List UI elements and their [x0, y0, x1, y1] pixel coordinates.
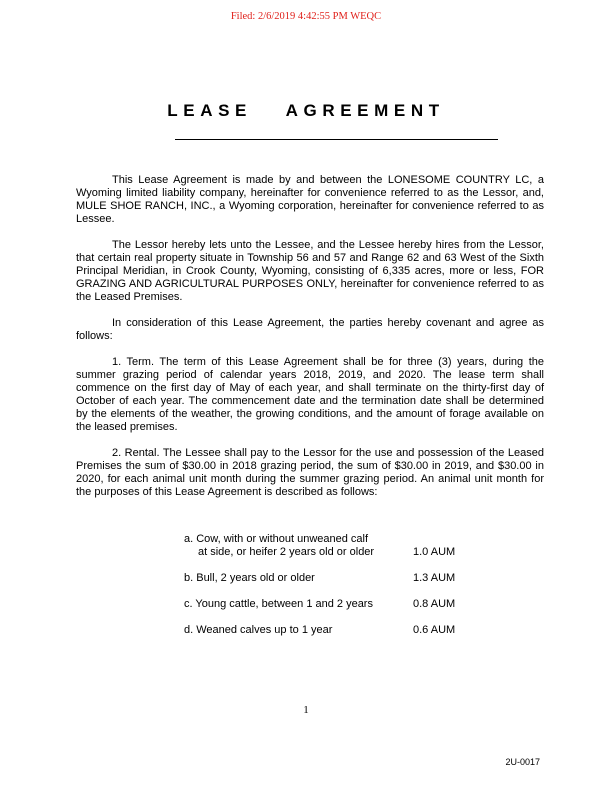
aum-item-weaned-calves: [184, 624, 484, 637]
document-code: 2U-0017: [505, 757, 540, 767]
aum-value: 1.3 AUM: [413, 572, 456, 584]
document-title: LEASE AGREEMENT: [167, 101, 445, 120]
aum-item-bull: [184, 572, 484, 585]
aum-item-cow: [184, 533, 484, 559]
paragraph-parties: This Lease Agreement is made by and between the LONESOME COUNTRY LC, a Wyoming limited liability company, hereinafter for convenience referred to as the Lessor, and, MULE SHOE RANCH, INC., a Wyoming corporation, hereinafter for convenience referred to as Lessee.: [76, 174, 544, 225]
aum-description-line2: at side, or heifer 2 years old or older: [198, 546, 375, 558]
paragraph-rental: 2. Rental. The Lessee shall pay to the Lessor for the use and possession of the Leased Premises the sum of $30.00 in 2018 grazing period, the sum of $30.00 in 2019, and $30.00 in 2020, for each animal unit month during the summer grazing period. An animal unit month for the purposes of this Lease Agreement is described as follows:: [76, 447, 544, 498]
paragraph-term: 1. Term. The term of this Lease Agreement shall be for three (3) years, during the summer grazing period of calendar years 2018, 2019, and 2020. The lease term shall commence on the first day of May of each year, and shall terminate on the thirty-first day of October of each year. The commencement date and the termination date shall be determined by the elements of the weather, the growing conditions, and the amount of forage available on the leased premises.: [76, 356, 544, 433]
aum-value: 0.6 AUM: [413, 624, 456, 636]
aum-description-line1: c. Young cattle, between 1 and 2 years: [184, 598, 373, 610]
aum-description-line1: b. Bull, 2 years old or older: [184, 572, 315, 584]
aum-description: [184, 572, 413, 585]
paragraph-consideration: In consideration of this Lease Agreement, the parties hereby covenant and agree as follows:: [76, 317, 544, 342]
title-underline: [175, 139, 498, 140]
aum-list: [184, 533, 484, 650]
aum-description: [184, 598, 413, 611]
page-number: 1: [303, 704, 309, 716]
aum-description-line1: d. Weaned calves up to 1 year: [184, 624, 333, 636]
paragraph-premises: The Lessor hereby lets unto the Lessee, and the Lessee hereby hires from the Lessor, that certain real property situate in Township 56 and 57 and Range 62 and 63 West of the Sixth Principal Meridian, in Crook County, Wyoming, consisting of 6,335 acres, more or less, FOR GRAZING AND AGRICULTURAL PURPOSES ONLY, hereinafter for convenience referred to as the Leased Premises.: [76, 239, 544, 303]
aum-description: [184, 624, 413, 637]
aum-description: [184, 533, 413, 559]
aum-item-young-cattle: [184, 598, 484, 611]
aum-description-line1: a. Cow, with or without unweaned calf: [184, 533, 369, 545]
filed-stamp: Filed: 2/6/2019 4:42:55 PM WEQC: [230, 11, 382, 22]
aum-value: 0.8 AUM: [413, 598, 456, 610]
document-body: [76, 174, 544, 512]
aum-value: 1.0 AUM: [413, 546, 456, 558]
